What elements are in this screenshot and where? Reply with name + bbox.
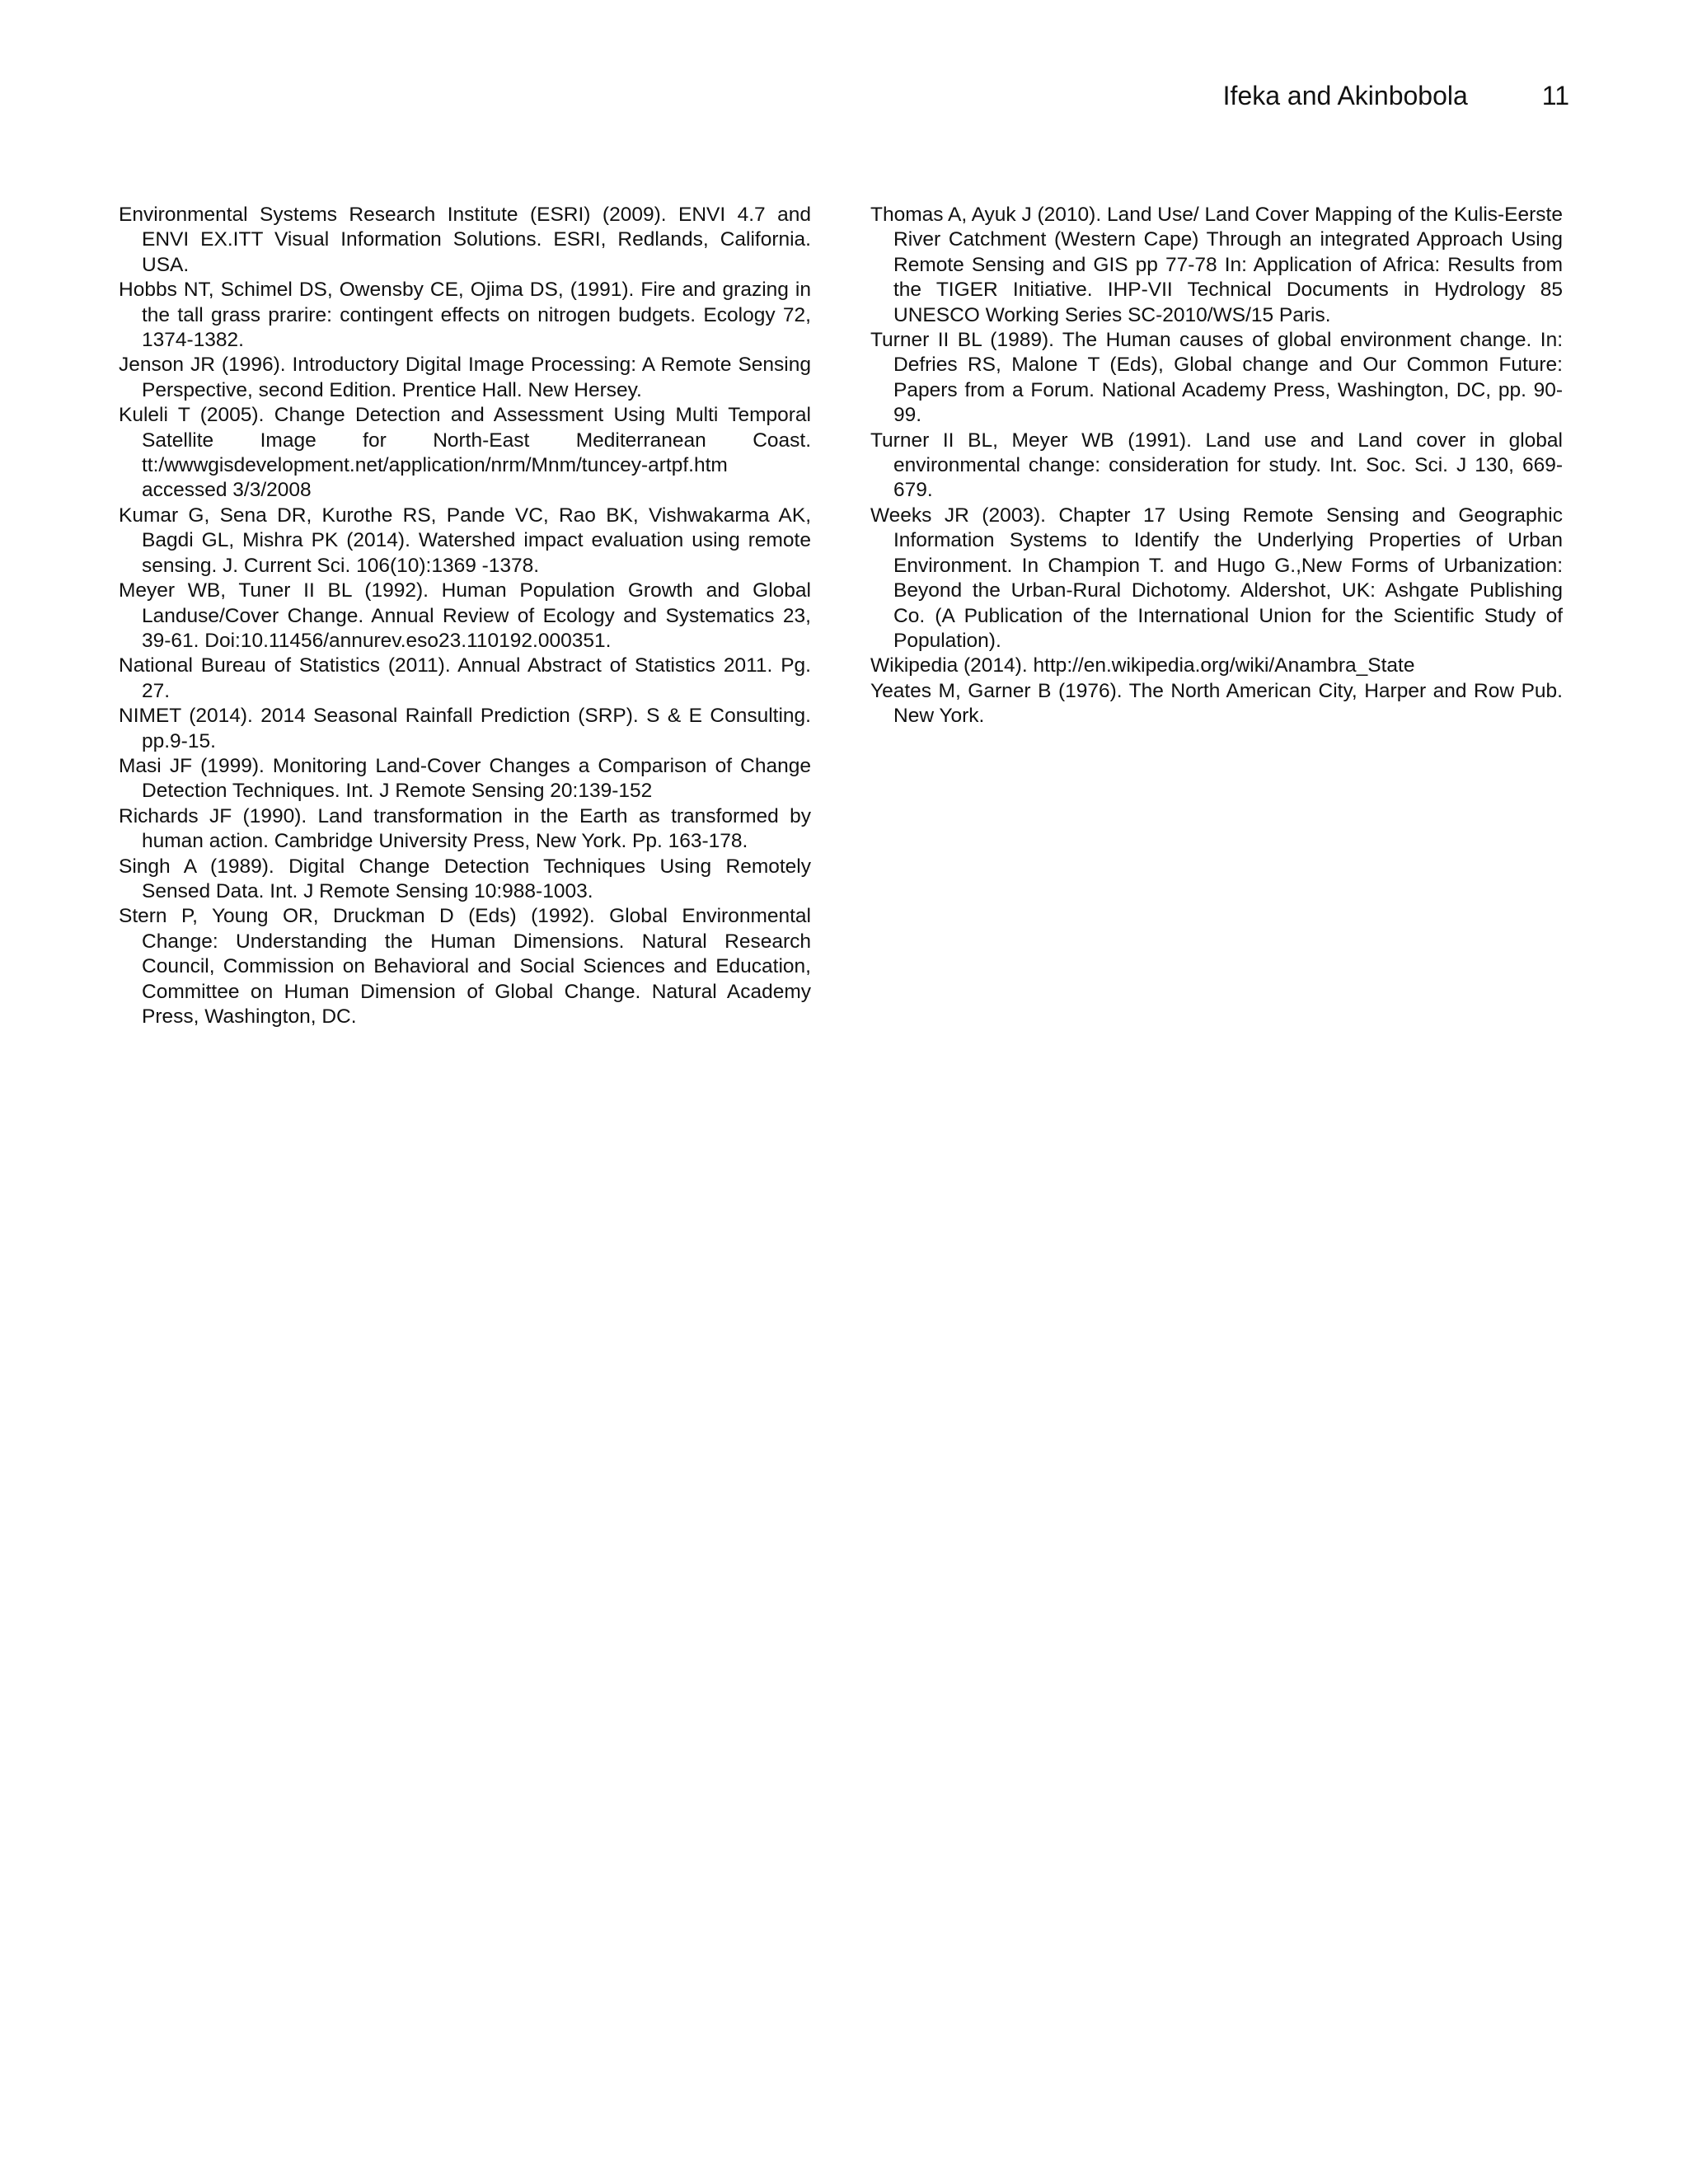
- reference-entry: Meyer WB, Tuner II BL (1992). Human Population Growth and Global Landuse/Cover Change. Annual Review of Ecology and Systematics 23, 39-61. Doi:10.11456/annurev.eso23.110192.000351.: [119, 579, 811, 652]
- reference-entry: Singh A (1989). Digital Change Detection Techniques Using Remotely Sensed Data. Int. J Remote Sensing 10:988-1003.: [119, 855, 811, 902]
- reference-entry: Yeates M, Garner B (1976). The North American City, Harper and Row Pub. New York.: [870, 679, 1563, 728]
- references-column-left: [119, 203, 811, 1029]
- reference-entry: Turner II BL (1989). The Human causes of global environment change. In: Defries RS, Malone T (Eds), Global change and Our Common Future: Papers from a Forum. National Academy Press, Washington, DC, pp. 90-99.: [870, 329, 1563, 427]
- reference-entry: Masi JF (1999). Monitoring Land-Cover Changes a Comparison of Change Detection Techniques. Int. J Remote Sensing 20:139-152: [119, 754, 811, 803]
- reference-entry: Weeks JR (2003). Chapter 17 Using Remote Sensing and Geographic Information Systems to Identify the Underlying Properties of Urban Environment. In Champion T. and Hugo G.,New Forms of Urbanization: Beyond the Urban-Rural Dichotomy. Aldershot, UK: Ashgate Publishing Co. (A Publication of the International Union for the Scientific Study of Population).: [870, 504, 1563, 652]
- reference-entry: Thomas A, Ayuk J (2010). Land Use/ Land Cover Mapping of the Kulis-Eerste River Catchment (Western Cape) Through an integrated Approach Using Remote Sensing and GIS pp 77-78 In: Application of Africa: Results from the TIGER Initiative. IHP-VII Technical Documents in Hydrology 85 UNESCO Working Series SC-2010/WS/15 Paris.: [870, 204, 1563, 326]
- reference-entry: Stern P, Young OR, Druckman D (Eds) (1992). Global Environmental Change: Understanding the Human Dimensions. Natural Research Council, Commission on Behavioral and Social Sciences and Education, Committee on Human Dimension of Global Change. Natural Academy Press, Washington, DC.: [119, 905, 811, 1028]
- reference-entry: Kumar G, Sena DR, Kurothe RS, Pande VC, Rao BK, Vishwakarma AK, Bagdi GL, Mishra PK (2014). Watershed impact evaluation using remote sensing. J. Current Sci. 106(10):1369 -1378.: [119, 504, 811, 577]
- reference-entry: NIMET (2014). 2014 Seasonal Rainfall Prediction (SRP). S & E Consulting. pp.9-15.: [119, 705, 811, 752]
- reference-entry: Richards JF (1990). Land transformation in the Earth as transformed by human action. Cambridge University Press, New York. Pp. 163-178.: [119, 804, 811, 853]
- reference-entry: Jenson JR (1996). Introductory Digital Image Processing: A Remote Sensing Perspective, second Edition. Prentice Hall. New Hersey.: [119, 354, 811, 401]
- running-header-authors: Ifeka and Akinbobola: [1222, 81, 1468, 110]
- reference-entry: Turner II BL, Meyer WB (1991). Land use and Land cover in global environmental change: consideration for study. Int. Soc. Sci. J 130, 669-679.: [870, 429, 1563, 502]
- running-header: [1187, 79, 1569, 112]
- reference-entry: National Bureau of Statistics (2011). Annual Abstract of Statistics 2011. Pg. 27.: [119, 654, 811, 702]
- page-number: 11: [1541, 81, 1569, 110]
- reference-entry: Hobbs NT, Schimel DS, Owensby CE, Ojima DS, (1991). Fire and grazing in the tall grass prarire: contingent effects on nitrogen budgets. Ecology 72, 1374-1382.: [119, 279, 811, 352]
- reference-entry: Kuleli T (2005). Change Detection and Assessment Using Multi Temporal Satellite Image for North-East Mediterranean Coast. tt:/wwwgisdevelopment.net/application/nrm/Mnm/tuncey-artpf.htm accessed 3/3/2008: [119, 404, 811, 502]
- reference-entry: Environmental Systems Research Institute (ESRI) (2009). ENVI 4.7 and ENVI EX.ITT Visual Information Solutions. ESRI, Redlands, California. USA.: [119, 204, 811, 276]
- reference-entry: Wikipedia (2014). http://en.wikipedia.org/wiki/Anambra_State: [870, 654, 1415, 677]
- references-column-right: [870, 203, 1563, 729]
